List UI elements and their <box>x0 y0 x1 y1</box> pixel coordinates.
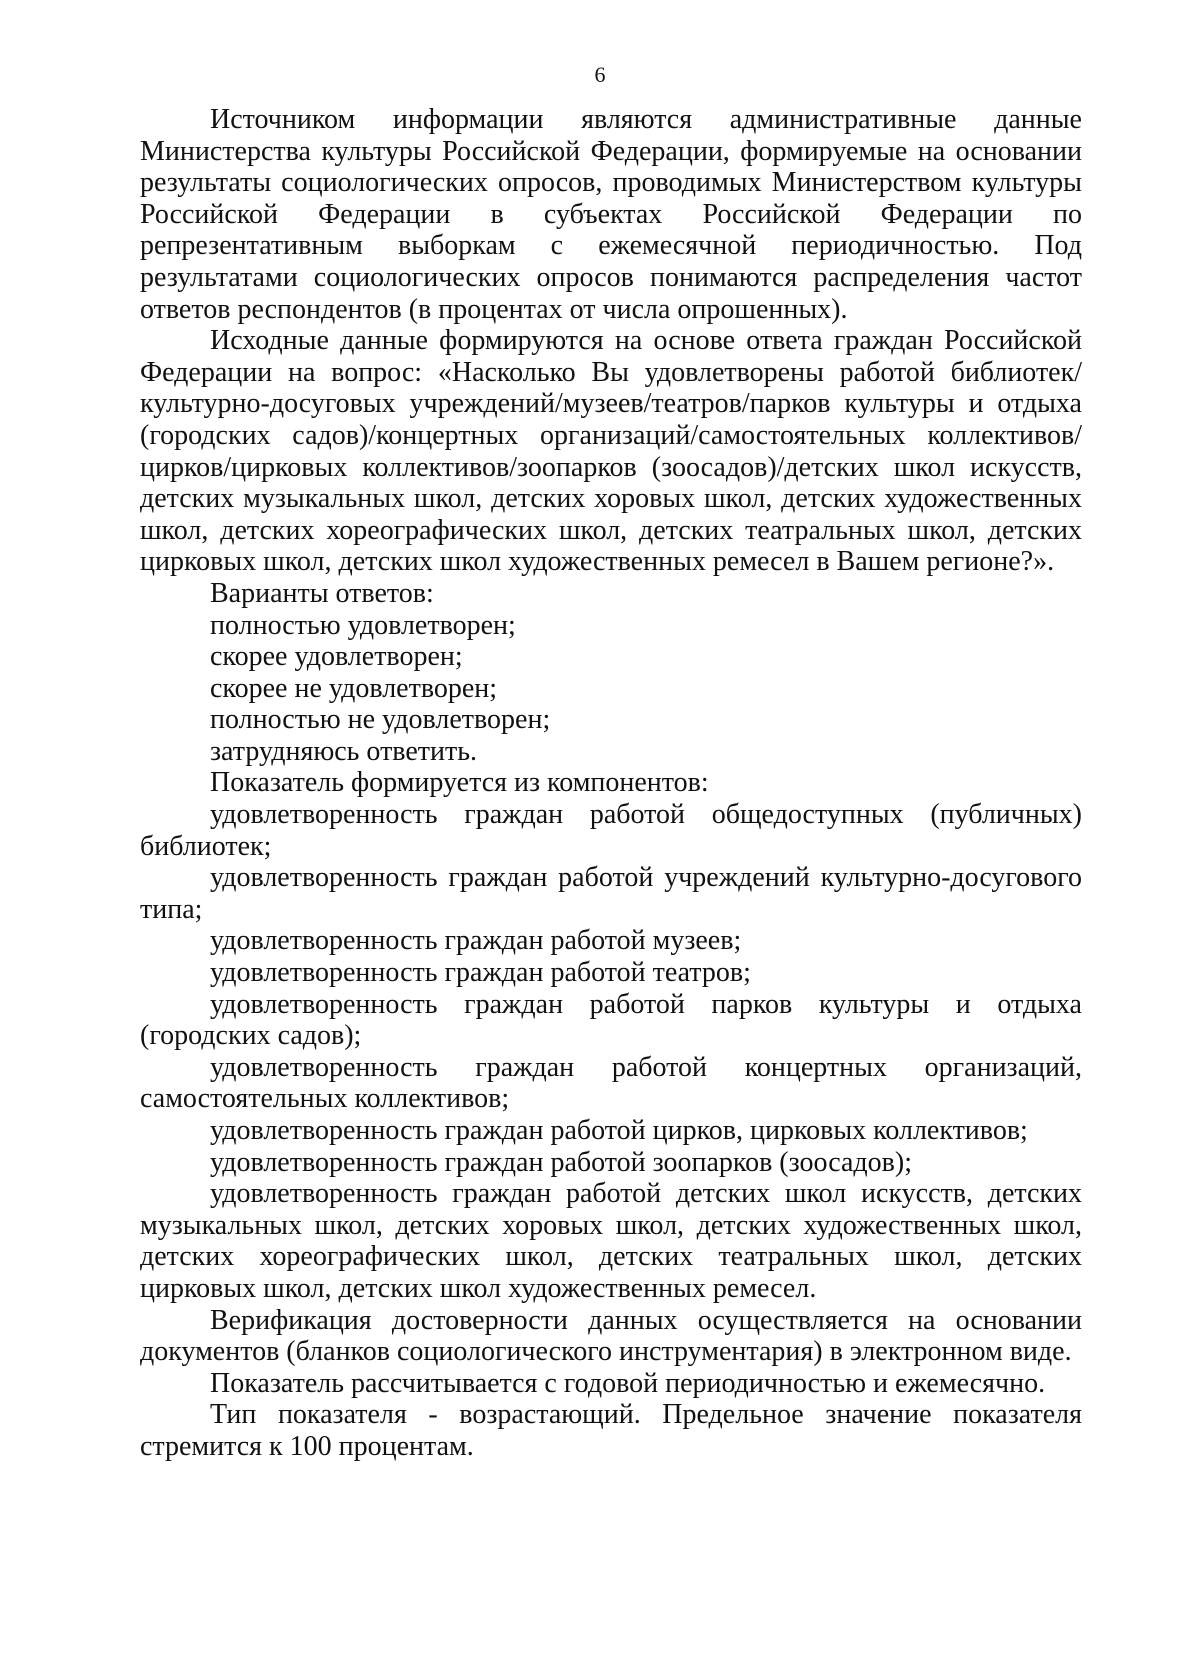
page-number: 6 <box>594 62 606 87</box>
document-body <box>140 104 1082 1463</box>
component-item: удовлетворенность граждан работой зоопарков (зоосадов); <box>210 1146 912 1178</box>
component-item: удовлетворенность граждан работой цирков, цирковых коллективов; <box>210 1115 1028 1146</box>
components-heading: Показатель формируется из компонентов: <box>210 767 709 799</box>
answer-option: полностью не удовлетворен; <box>210 704 551 736</box>
paragraph-periodicity: Показатель рассчитывается с годовой периодичностью и ежемесячно. <box>210 1367 1046 1399</box>
component-item: удовлетворенность граждан работой общедоступных (публичных) библиотек; <box>140 799 1082 862</box>
component-item: удовлетворенность граждан работой концертных организаций, самостоятельных коллективов; <box>140 1051 1082 1115</box>
paragraph-indicator-type: Тип показателя - возрастающий. Предельное значение показателя стремится к 100 процентам. <box>140 1399 1082 1462</box>
paragraph-verification: Верификация достоверности данных осуществляется на основании документов (бланков социологического инструментария) в электронном виде. <box>140 1304 1082 1368</box>
component-item: удовлетворенность граждан работой музеев; <box>210 925 742 957</box>
component-item: удовлетворенность граждан работой детских школ искусств, детских музыкальных школ, детских хоровых школ, детских художественных школ, детских хореографических школ, детских театральных школ, детских цирковых школ, детских школ художественных ремесел. <box>140 1178 1082 1304</box>
paragraph-source: Источником информации являются административные данные Министерства культуры Российской Федерации, формируемые на основании результаты социологических опросов, проводимых Министерством культуры Российской Федерации в субъектах Российской Федерации по репрезентативным выборкам с ежемесячной периодичностью. Под результатами социологических опросов понимаются распределения частот ответов респондентов (в процентах от числа опрошенных). <box>140 104 1082 325</box>
component-item: удовлетворенность граждан работой парков культуры и отдыха (городских садов); <box>140 988 1082 1052</box>
answer-option: затрудняюсь ответить. <box>210 735 478 767</box>
answer-options-heading: Варианты ответов: <box>210 577 434 609</box>
component-item: удовлетворенность граждан работой учреждений культурно-досугового типа; <box>140 862 1082 925</box>
answer-option: скорее удовлетворен; <box>210 641 463 673</box>
answer-option: скорее не удовлетворен; <box>210 672 498 704</box>
component-item: удовлетворенность граждан работой театров; <box>210 957 751 989</box>
paragraph-input-data: Исходные данные формируются на основе ответа граждан Российской Федерации на вопрос: «Насколько Вы удовлетворены работой библиотек/культурно-досуговых учреждений/музеев/театров/парков культуры и отдыха (городских садов)/концертных организаций/самостоятельных коллективов/цирков/цирковых коллективов/зоопарков (зоосадов)/детских школ искусств, детских музыкальных школ, детских хоровых школ, детских художественных школ, детских хореографических школ, детских театральных школ, детских цирковых школ, детских школ художественных ремесел в Вашем регионе?». <box>140 325 1082 578</box>
answer-option: полностью удовлетворен; <box>210 609 516 641</box>
